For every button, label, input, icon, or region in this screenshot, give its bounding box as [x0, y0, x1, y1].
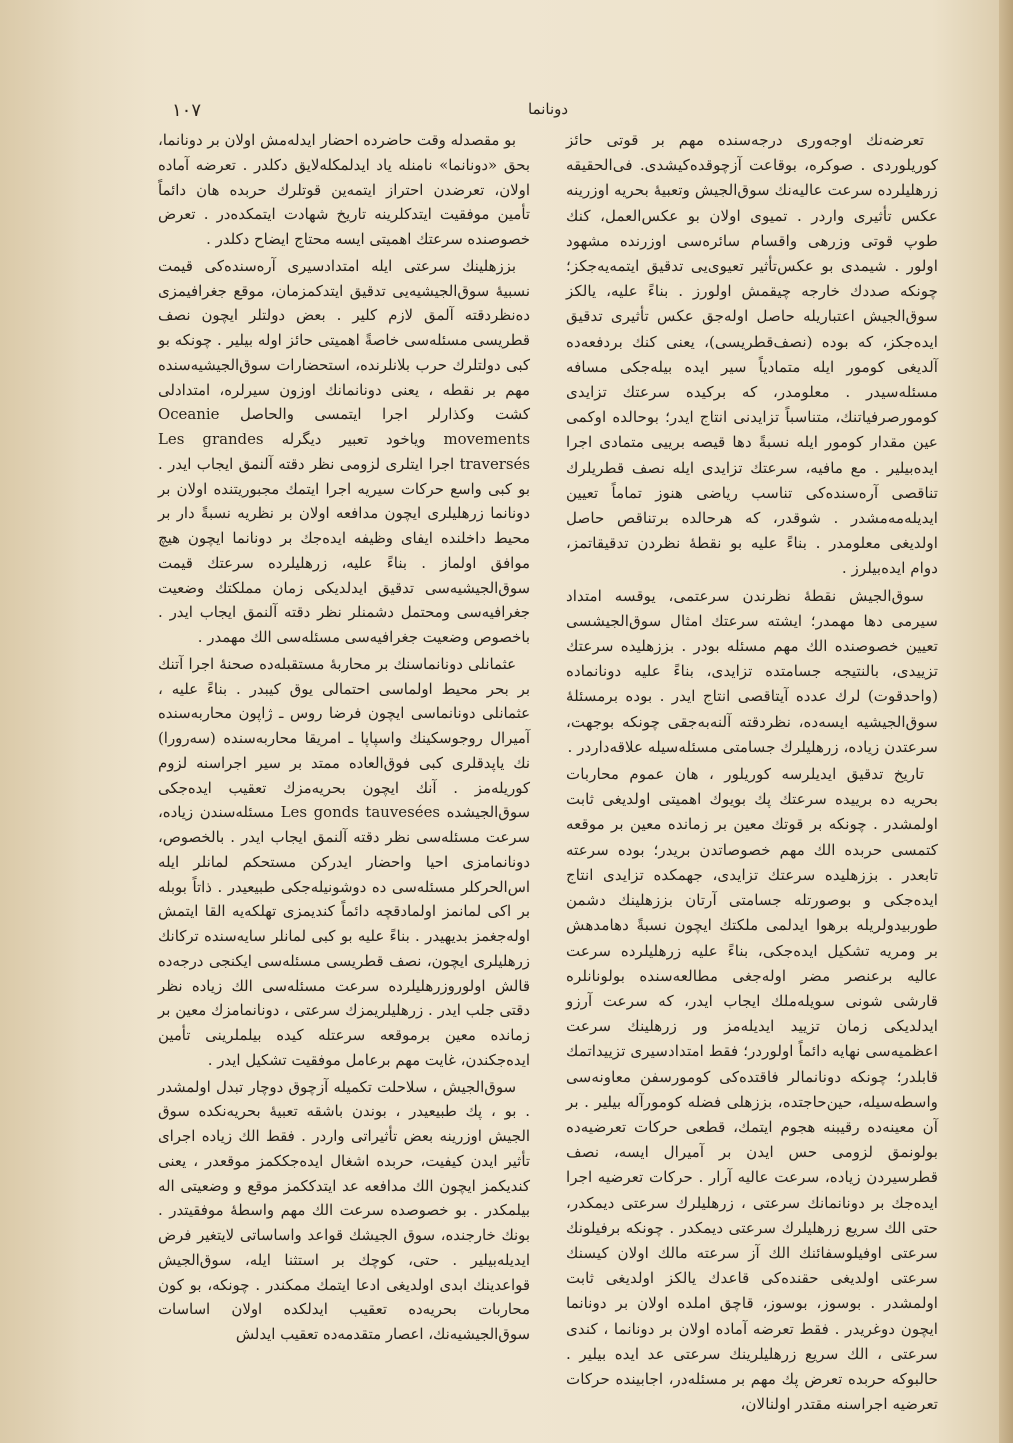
paper-stain — [0, 0, 150, 1443]
running-head: دونانما — [528, 100, 569, 118]
paragraph: سوق‌الجیش نقطهٔ نظرندن سرعتمی، یوقسە امتداد سیرمی دها مهمدر؛ ایشتە سرعتك امثال سوق‌الجیشسی تعیین خصوصندە الك مهم مسئلە بودر . بززهلیدە سرعتك تزییدی، بالنتیجە جسامتدە تزایدی، بناءً علیه دونانمادە (واحدقوت) لرك عددە آیتاقصی انتاج ایدر . بودە برمسئلهٔ سوق‌الجیشیە ایسەدە، نظردقتە آلنەبەجقی چونكە بوجهت، سرعتدن زیادە، زرهلیلرك جسامتی مسئلەسیلە علاقەداردر . — [566, 586, 938, 756]
paragraph: بو مقصدلە وقت حاضردە احضار ایدلەمش اولان بر دونانما، بحق «دونانما» نامنلە یاد ایدلمكلەلایق دكلدر . تعرضە آمادە اولان، تعرضدن احتراز ایتمەین قوتلرك حربدە هان دائماً تأمین موفقیت ایتدكلرینە تاریخ شهادت ایتمكدەدر . تعرض خصوصندە سرعتك اهمیتی ایسە محتاج ایضاح دكلدر . — [158, 131, 530, 248]
paragraph: بززهلینك سرعتی ایلە امتدادسیری آرەسندەكی قیمت نسبیهٔ سوق‌الجیشیەیی تدقیق ایتدكمزمان، موقع جغرافیمزی دەنظردقتە آلمق لازم كلیر . بعض دولتلر ایچون نصف قطریسی مسئلەسی خاصةً اهمیتی حائز اولە بیلیر . چونكە بو كبی دولتلرك حرب بلانلرندە، استحضارات سوق‌الجیشیەسندە مهم بر نقطە ، یعنی دونانمانك اوزون سیرلره، امتدادلی كشت وكذارلر اجرا ایتمسی والحاصل Oceanie movements ویاخود تعبیر دیگرلە Les grandes traversés اجرا ایتلری لزومی نظر دقتە آلنمق ایجاب ایدر . بو كبی واسع حركات سیریە اجرا ایتمك مجبوریتندە اولان بر دونانما زرهلیلری ایچون مدافعە اولان بر نظریە نسبةً دار بر محیط داخلندە ایفای وظیفە ایدەجك بر دونانما ایچون هیچ موافق اولماز . بناءً علیه، زرهلیلردە سرعتك قیمت سوق‌الجیشیەسی تدقیق ایدلدیكی زمان مملكتك وضعیت جغرافیەسی ومحتمل دشمنلر نظر دقتە آلنمق ایجاب ایدر . باخصوص وضعیت جغرافیەسی مسئلەسی الك مهمدر . — [158, 256, 530, 646]
paragraph: عثمانلی دونانماسنك بر محاربهٔ مستقبلەدە صحنهٔ اجرا آتنك بر بحر محیط اولماسی احتمالی یوق كیبدر . بناءً علیه ، عثمانلی دونانماسی ایچون فرضا روس ـ ژاپون محاربەسندە آمیرال روجوسكینك واسپاپا ـ امریقا محاربەسندە (سەرورا) نك یاپدقلری كبی فوق‌العادە ممتد بر سیر اجراسنە لزوم كوریلەمز . آنك ایچون بحریەمزك تعقیب ایدەجكی سوق‌الجیشدە Les gonds tauvesées مسئلەسندن زیادە، سرعت مسئلەسی نظر دقتە آلنمق ایجاب ایدر . بالخصوص، دونانمامزی احیا واحضار ایدركن مستحكم لمانلر ایلە اس‌الحركلر مسئلەسی دە دوشونیلەجكی طبیعیدر . ذاتاً بوبلە بر اكی لمانمز اولمادقچە دائماً كندیمزی تهلكەیە القا ایتمش اولەجغمز بدیهیدر . بناءً علیه بو كبی لمانلر سایەسندە تركانك زرهلیلری ایچون، نصف قطریسی مسئلەسی ایكنجی درجەدە قالش اولوروزرهلیلردە سرعت مسئلەسی الك زیادە نظر دقتی جلب ایدر . زرهلیلریمزك سرعتی ، دونانمامزك معین بر زماندە معین برموقعە سرعتلە كیدە بیلملرینی تأمین ایدەجكندن، غایت مهم برعامل موفقیت تشكیل ایدر . — [158, 654, 531, 1069]
paragraph: تاریخ تدقیق ایدیلرسە كوریلور ، هان عموم محاربات بحریە دە برییدە سرعتك پك بویوك اهمیتی اولدیغی ثابت اولمشدر . چونكە بر قوتك معین بر زماندە معین بر موقعە كتمسی حربدە الك مهم خصوصاتدن بریدر؛ بودە سرعتە تابعدر . بززهلیدە سرعتك تزایدی، جهمكدە تزایدی انتاج ایدەجكی و بوصورتلە جسامتی آرتان بززهلینك دشمن طوربیدولریلە برهوا ایدلمی ملكتك ایچون نسبةً دهامدهش بر ومریە تشكیل ایدەجكی، بناءً علیه زرهلیلردە سرعت عالیە برعنصر مضر اولەجغی مطالعەسندە بولونانلرە قارشی شونی سویلەملك ایجاب ایدر، كە سرعت آرزو ایدلدیكی زمان تزیید ایدیلەمز ور زرهلینك سرعت اعظمیەسی نهایە دائماً اولوردر؛ فقط امتدادسیری تزییداتمك قابلدر؛ چونكە دونانمالر فاقتدەكی كومورسفن معاونەسی واسطەسیلە، حین‌حاجتدە، بززهلی فضلە كومورآلە بیلیر . بر آن معینەدە رقیبنە هجوم ایتمك، قطعی حركات تعرضیەدە بولونمق لزومی حس ایدن بر آمیرال ایسە، نصف قطرسیردن زیادە، سرعت عالیە آرار . حركات تعرضیە اجرا ایدەجك بر دونانمانك سرعتی ، زرهلیلرك سرعتی دیمكدر، حتی الك سریع زرهلیلرك سرعتی دیمكدر . چونكە برفیلونك سرعتی اوفیلوسفائنك الك آز سرعتە مالك اولان كیسنك سرعتی اولدیغی حقندەكی قاعدك یالكز اولدیغی ثابت اولمشدر . بوسوز، بوسوز، قاچق املدە اولان بر دونانما ایچون دوغریدر . فقط تعرضە آمادە اولان بر دونانما ، كندی سرعتی ، الك سریع زرهلیلرینك سرعتی عد ایدە بیلیر . حالبوكە حربدە تعرض پك مهم بر مسئلەدر، اجابیندە حركات تعرضیە اجراسنە مقتدر اولنالان، — [566, 765, 938, 1414]
paragraph: سوق‌الجیش ، سلاحلت تكمیلە آزچوق دوچار تبدل اولمشدر . بو ، پك طبیعیدر ، بوندن باشقە تعبیهٔ بحریەنكدە سوق الجیش اوزرینە بعض تأثیراتی واردر . فقط الك زیادە اجرای تأثیر ایدن كیفیت، حربدە اشغال ایدەجككمز موقعدر ، یعنی كندیكمز ایچون الك مدافعە عد ایتدككمز موقع و وضعیتی الە بیلمكدر . بو خصوصدە سرعت الك مهم واسطهٔ موفقیتدر . بونك خارجندە، سوق الجیشك قواعد واساساتی لایتغیر فرض ایدیلەبیلیر . حتی، كوچك بر استثنا ایلە، سوق‌الجیش قواعدینك ابدی اولدیغی ادعا ایتمك ممكندر . چونكە، بو كون محاربات بحریەدە تعقیب ایدلكدە اولان اساسات سوق‌الجیشیەنك، اعصار متقدمەدە تعقیب ایدلش — [158, 1077, 530, 1343]
paragraph: تعرضەنك اوجەوری درجەسندە مهم بر قوتی حائز كوريلوردی . صوكرە، بوقاعت آزچوقدەكیشدی. فی‌الحقیقە زرهلیلردە سرعت عالیەنك سوق‌الجیش وتعبیۀ بحریە اوزرینە عكس تأثیری واردر . تمیوی اولان بو عكس‌العمل، كنك طوپ قوتی وزرهی واقسام سائرەسی اوزرندە مشهود اولور . شیمدی بو عكس‌تأثیر تعیوی‌یی تدقیق ایتمەیەجكز؛ چونكە صددك خارجە چیقمش اولورز . بناءً علیه، یالكز سوق‌الجیش اعتباریلە حاصل اولەجق عكس تأثیری تدقیق ایدەجكز، كە بودە (نصف‌قطریسی)، یعنی كنك بردفعەدە آلدیغی كومور ایلە متمادیاً سیر ایدە بیلەجكی مسافە مسئلەسیدر . معلومدر، كە بركیدە سرعتك تزایدی كومورصرفیاتنك، متناسباً تزایدنی انتاج ایدر؛ بوحالدە اوكمی عین مقدار كومور ایلە نسبةً دها قیصە برییی متمادی اجرا ایدەبیلیر . مع مافیە، سرعتك تزایدی ایلە نصف قطریلرك تناقصی آرەسندەكی تناسب ریاضی هنوز تماماً تعیین ایدیلەمەمشدر . شوقدر، كە هرحالدە برتناقص حاصل اولدیغی معلومدر . بناءً علیه بو نقطهٔ نظردن تدقیقاتمز، دوام ایدەبیلرز . — [566, 131, 938, 578]
right-column — [566, 128, 938, 1419]
left-column — [158, 128, 530, 1349]
page-edge — [999, 0, 1013, 1443]
page-number: ١٠٧ — [172, 100, 202, 121]
